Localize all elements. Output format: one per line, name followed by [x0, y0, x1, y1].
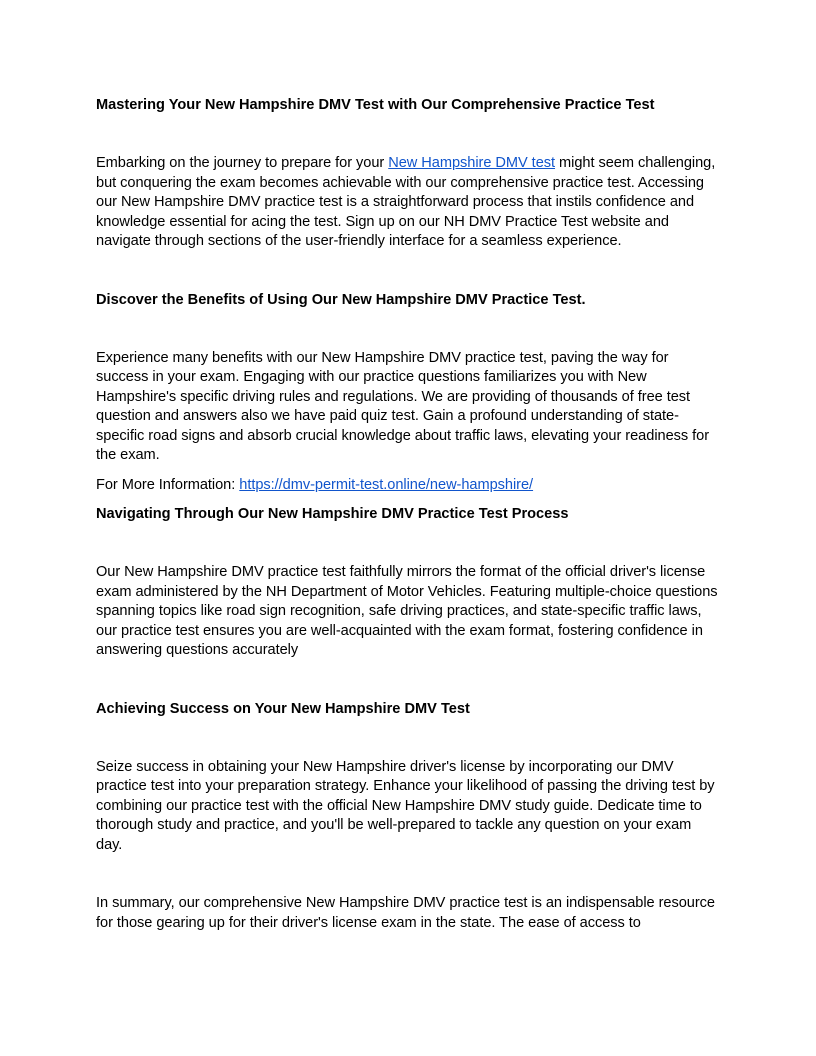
intro-text-before: Embarking on the journey to prepare for your	[96, 155, 389, 171]
document-content	[96, 0, 720, 933]
summary-paragraph: In summary, our comprehensive New Hampshire DMV practice test is an indispensable resource for those gearing up for their driver's license exam in the state. The ease of access to	[96, 895, 715, 931]
benefits-paragraph: Experience many benefits with our New Hampshire DMV practice test, paving the way for success in your exam. Engaging with our practice questions familiarizes you with New Hampshire's specific driving rules and regulations. We are providing of thousands of free test question and answers also we have paid quiz test. Gain a profound understanding of state-specific road signs and absorb crucial knowledge about traffic laws, elevating your readiness for the exam.	[96, 349, 710, 463]
more-info-line	[96, 476, 720, 496]
success-heading: Achieving Success on Your New Hampshire DMV Test	[96, 700, 470, 717]
nh-dmv-test-link[interactable]: New Hampshire DMV test	[388, 155, 556, 171]
benefits-heading: Discover the Benefits of Using Our New Hampshire DMV Practice Test.	[96, 291, 586, 308]
process-paragraph: Our New Hampshire DMV practice test faithfully mirrors the format of the official driver's license exam administered by the NH Department of Motor Vehicles. Featuring multiple-choice questions spanning topics like road sign recognition, safe driving practices, and state-specific traffic laws, our practice test ensures you are well-acquainted with the exam format, fostering confidence in answering questions accurately	[96, 564, 718, 658]
success-paragraph: Seize success in obtaining your New Hampshire driver's license by incorporating our DMV practice test into your preparation strategy. Enhance your likelihood of passing the driving test by combining our practice test with the official New Hampshire DMV study guide. Dedicate time to thorough study and practice, and you'll be well-prepared to tackle any question on your exam day.	[96, 758, 715, 853]
process-heading: Navigating Through Our New Hampshire DMV Practice Test Process	[96, 506, 569, 522]
more-info-label: For More Information:	[96, 476, 240, 493]
intro-text-after: might seem challenging, but conquering the exam becomes achievable with our comprehensive practice test. Accessing our New Hampshire DMV practice test is a straightforward process that instils confidence and knowledge essential for acing the test. Sign up on our NH DMV Practice Test website and navigate through sections of the user-friendly interface for a seamless experience.	[96, 155, 716, 249]
intro-paragraph	[96, 154, 720, 252]
main-heading: Mastering Your New Hampshire DMV Test with Our Comprehensive Practice Test	[96, 97, 655, 113]
more-info-link[interactable]: https://dmv-permit-test.online/new-hampshire/	[239, 476, 534, 493]
